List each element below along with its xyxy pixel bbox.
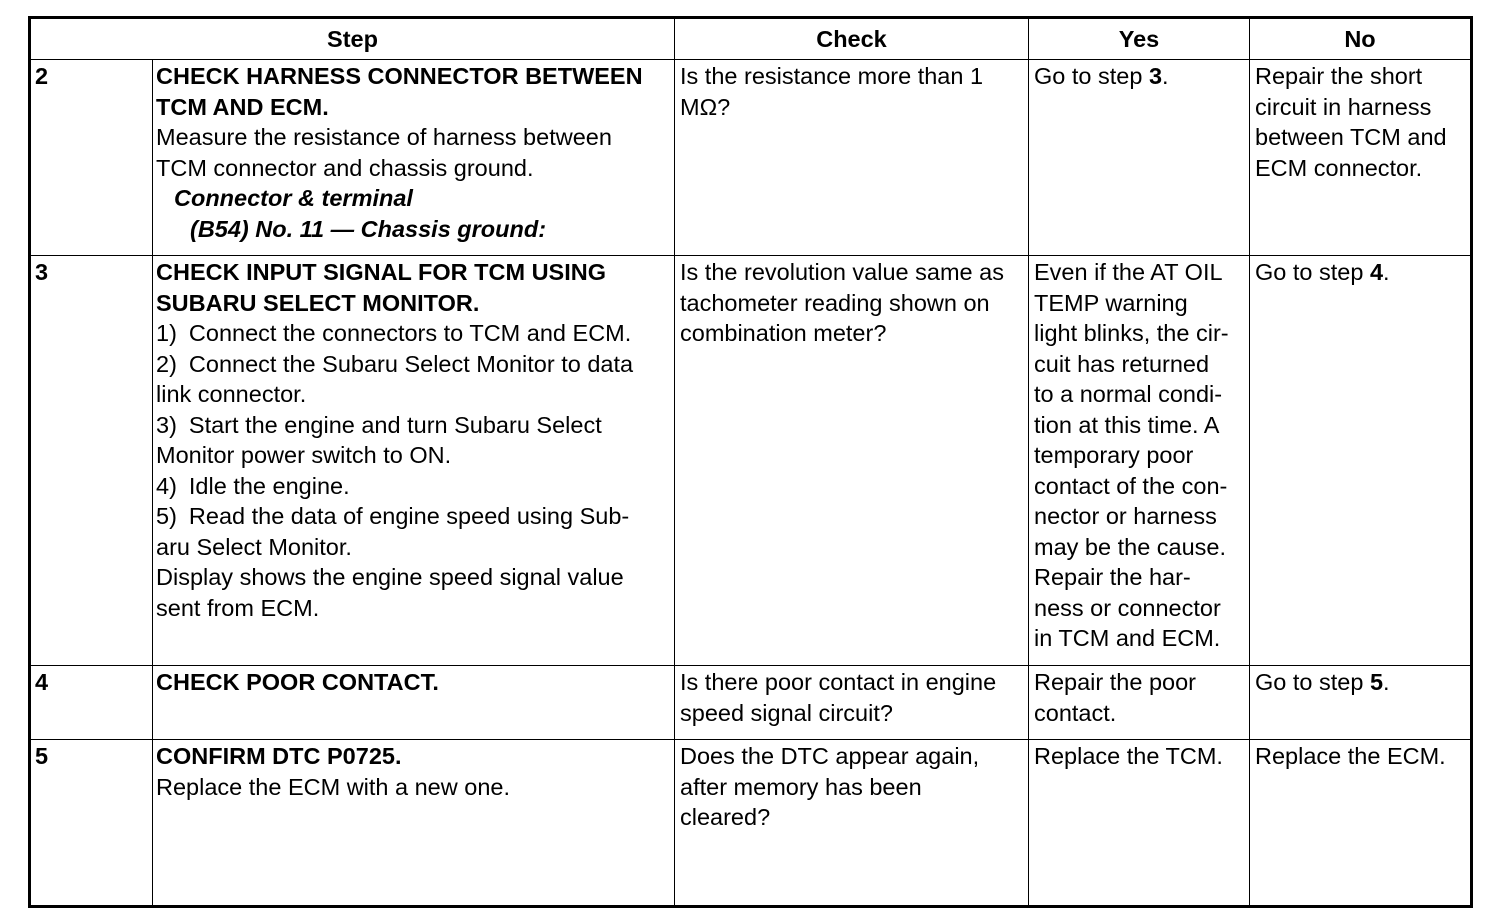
step-text: Measure the resistance of harness between	[156, 124, 612, 150]
yes-cell	[1029, 60, 1250, 256]
header-row	[30, 18, 1472, 60]
step-title: CHECK INPUT SIGNAL FOR TCM USING	[156, 259, 606, 285]
substep-number: 1)	[156, 320, 177, 346]
yes-text: Even if the AT OIL	[1034, 259, 1223, 285]
substep	[156, 318, 670, 349]
no-cell	[1250, 60, 1472, 256]
yes-text: TEMP warning	[1034, 289, 1188, 316]
header-check: Check	[675, 18, 1029, 60]
yes-text: light blinks, the cir-	[1034, 320, 1229, 346]
yes-step-link[interactable]: 3	[1148, 63, 1163, 89]
check-text: after memory has been	[680, 773, 922, 800]
check-cell	[675, 256, 1029, 666]
check-cell	[675, 666, 1029, 740]
diagnostic-table	[28, 16, 1473, 908]
check-text: Does the DTC appear again,	[680, 743, 980, 769]
substep-text: Monitor power switch to ON.	[156, 442, 452, 468]
no-text: .	[1383, 669, 1390, 695]
table-row	[30, 256, 1472, 666]
table-row	[30, 60, 1472, 256]
step-text: TCM connector and chassis ground.	[156, 154, 534, 181]
substep-number: 5)	[156, 503, 177, 529]
no-text: Go to step	[1255, 669, 1370, 695]
check-text: MΩ?	[680, 93, 731, 120]
yes-text: tion at this time. A	[1034, 411, 1220, 438]
yes-cell	[1029, 666, 1250, 740]
substep-text: Read the data of engine speed using Sub-	[188, 503, 630, 529]
no-cell	[1250, 256, 1472, 666]
step-number: 5	[30, 740, 153, 907]
step-number: 4	[30, 666, 153, 740]
no-text: .	[1383, 259, 1390, 285]
check-text: Is the revolution value same as	[680, 259, 1004, 285]
substep-number: 3)	[156, 411, 177, 438]
substep-text: Connect the Subaru Select Monitor to data	[188, 350, 634, 377]
step-cell	[153, 666, 675, 740]
no-text: Go to step	[1255, 259, 1370, 285]
step-title: TCM AND ECM.	[156, 93, 329, 120]
substep	[156, 410, 670, 441]
connector-terminal-value: (B54) No. 11 — Chassis ground:	[190, 215, 547, 242]
substep	[156, 349, 670, 380]
header-yes: Yes	[1029, 18, 1250, 60]
step-cell	[153, 256, 675, 666]
step-title: CHECK POOR CONTACT.	[156, 669, 439, 695]
step-cell	[153, 60, 675, 256]
table-row	[30, 666, 1472, 740]
yes-text: Repair the har-	[1034, 564, 1191, 590]
substep-text: link connector.	[156, 381, 307, 407]
substep	[156, 501, 670, 532]
substep-text: Connect the connectors to TCM and ECM.	[188, 320, 632, 346]
no-text: ECM connector.	[1255, 154, 1423, 181]
no-cell	[1250, 740, 1472, 907]
yes-text: to a normal condi-	[1034, 381, 1223, 407]
yes-text: Replace the TCM.	[1034, 743, 1223, 769]
yes-cell	[1029, 256, 1250, 666]
check-text: Is the resistance more than 1	[680, 63, 984, 89]
substep-text: Idle the engine.	[188, 472, 350, 499]
header-no: No	[1250, 18, 1472, 60]
substep-text: Start the engine and turn Subaru Select	[188, 411, 602, 438]
yes-text: contact.	[1034, 699, 1117, 726]
check-text: Is there poor contact in engine	[680, 669, 997, 695]
step-text: sent from ECM.	[156, 594, 320, 621]
yes-text: cuit has returned	[1034, 350, 1210, 377]
check-cell	[675, 740, 1029, 907]
step-title: SUBARU SELECT MONITOR.	[156, 289, 480, 316]
yes-text: Go to step	[1034, 63, 1149, 89]
yes-text: may be the cause.	[1034, 533, 1227, 560]
substep-text: aru Select Monitor.	[156, 533, 352, 560]
step-cell	[153, 740, 675, 907]
no-text: Replace the ECM.	[1255, 743, 1446, 769]
step-number: 3	[30, 256, 153, 666]
substep-number: 2)	[156, 350, 177, 377]
step-text: Display shows the engine speed signal value	[156, 564, 624, 590]
step-number: 2	[30, 60, 153, 256]
no-text: between TCM and	[1255, 124, 1447, 150]
table-row	[30, 740, 1472, 907]
check-text: cleared?	[680, 804, 771, 830]
step-title: CHECK HARNESS CONNECTOR BETWEEN	[156, 63, 643, 89]
yes-text: .	[1162, 63, 1169, 89]
header-step: Step	[30, 18, 675, 60]
yes-text: contact of the con-	[1034, 472, 1228, 499]
no-step-link[interactable]: 4	[1369, 259, 1384, 285]
step-title: CONFIRM DTC P0725.	[156, 743, 402, 769]
connector-terminal-label: Connector & terminal	[174, 185, 413, 211]
no-step-link[interactable]: 5	[1369, 669, 1384, 695]
yes-text: ness or connector	[1034, 594, 1221, 621]
yes-text: Repair the poor	[1034, 669, 1196, 695]
yes-cell	[1029, 740, 1250, 907]
yes-text: in TCM and ECM.	[1034, 625, 1221, 651]
no-cell	[1250, 666, 1472, 740]
no-text: circuit in harness	[1255, 93, 1432, 120]
yes-text: temporary poor	[1034, 442, 1194, 468]
yes-text: nector or harness	[1034, 503, 1217, 529]
step-text: Replace the ECM with a new one.	[156, 773, 510, 800]
no-text: Repair the short	[1255, 63, 1423, 89]
substep-number: 4)	[156, 472, 177, 499]
check-cell	[675, 60, 1029, 256]
check-text: combination meter?	[680, 320, 887, 346]
substep	[156, 471, 670, 502]
check-text: speed signal circuit?	[680, 699, 893, 726]
check-text: tachometer reading shown on	[680, 289, 990, 316]
